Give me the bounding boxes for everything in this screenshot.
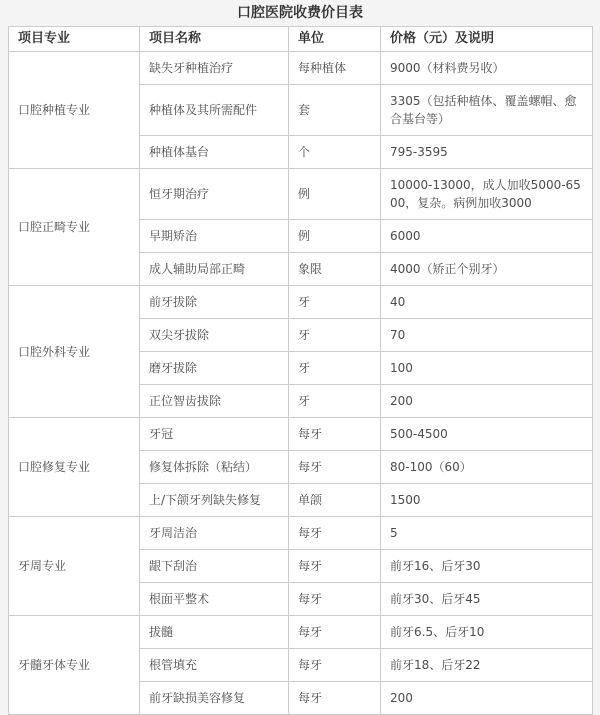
price-cell: 10000-13000，成人加收5000-6500，复杂。病例加收3000 (381, 169, 593, 220)
price-cell: 80-100（60） (381, 451, 593, 484)
column-header-item-name: 项目名称 (140, 27, 289, 52)
item-name-cell: 前牙缺损美容修复 (140, 682, 289, 715)
specialty-cell: 牙周专业 (9, 517, 140, 616)
item-name-cell: 种植体及其所需配件 (140, 85, 289, 136)
column-header-unit: 单位 (289, 27, 381, 52)
price-cell: 200 (381, 682, 593, 715)
item-name-cell: 龈下刮治 (140, 550, 289, 583)
table-row (9, 418, 593, 451)
unit-cell: 个 (289, 136, 381, 169)
price-cell: 前牙6.5、后牙10 (381, 616, 593, 649)
page-title: 口腔医院收费价目表 (237, 5, 363, 21)
unit-cell: 象限 (289, 253, 381, 286)
unit-cell: 每牙 (289, 682, 381, 715)
table-row (9, 286, 593, 319)
price-cell: 3305（包括种植体、覆盖螺帽、愈合基台等） (381, 85, 593, 136)
item-name-cell: 上/下颌牙列缺失修复 (140, 484, 289, 517)
unit-cell: 牙 (289, 286, 381, 319)
price-cell: 1500 (381, 484, 593, 517)
price-cell: 4000（矫正个别牙） (381, 253, 593, 286)
item-name-cell: 磨牙拔除 (140, 352, 289, 385)
unit-cell: 每牙 (289, 451, 381, 484)
item-name-cell: 早期矫治 (140, 220, 289, 253)
unit-cell: 每牙 (289, 583, 381, 616)
column-header-price: 价格（元）及说明 (381, 27, 593, 52)
unit-cell: 例 (289, 220, 381, 253)
price-table (8, 26, 593, 715)
price-table-header (9, 27, 593, 52)
specialty-cell: 牙髓牙体专业 (9, 616, 140, 715)
unit-cell: 例 (289, 169, 381, 220)
unit-cell: 每牙 (289, 517, 381, 550)
table-row (9, 517, 593, 550)
item-name-cell: 修复体拆除（粘结） (140, 451, 289, 484)
price-cell: 100 (381, 352, 593, 385)
unit-cell: 每牙 (289, 649, 381, 682)
item-name-cell: 双尖牙拔除 (140, 319, 289, 352)
price-cell: 795-3595 (381, 136, 593, 169)
table-row (9, 52, 593, 85)
price-cell: 70 (381, 319, 593, 352)
item-name-cell: 恒牙期治疗 (140, 169, 289, 220)
header-row (9, 27, 593, 52)
price-cell: 前牙16、后牙30 (381, 550, 593, 583)
unit-cell: 牙 (289, 385, 381, 418)
price-cell: 6000 (381, 220, 593, 253)
item-name-cell: 成人辅助局部正畸 (140, 253, 289, 286)
unit-cell: 每牙 (289, 418, 381, 451)
item-name-cell: 根管填充 (140, 649, 289, 682)
item-name-cell: 种植体基台 (140, 136, 289, 169)
price-cell: 9000（材料费另收） (381, 52, 593, 85)
column-header-specialty: 项目专业 (9, 27, 140, 52)
item-name-cell: 前牙拔除 (140, 286, 289, 319)
price-cell: 500-4500 (381, 418, 593, 451)
unit-cell: 牙 (289, 319, 381, 352)
unit-cell: 套 (289, 85, 381, 136)
unit-cell: 每牙 (289, 616, 381, 649)
item-name-cell: 根面平整术 (140, 583, 289, 616)
item-name-cell: 拔髓 (140, 616, 289, 649)
unit-cell: 牙 (289, 352, 381, 385)
unit-cell: 每牙 (289, 550, 381, 583)
item-name-cell: 牙冠 (140, 418, 289, 451)
price-cell: 200 (381, 385, 593, 418)
table-row (9, 169, 593, 220)
table-row (9, 616, 593, 649)
specialty-cell: 口腔正畸专业 (9, 169, 140, 286)
item-name-cell: 正位智齿拔除 (140, 385, 289, 418)
unit-cell: 单颌 (289, 484, 381, 517)
specialty-cell: 口腔修复专业 (9, 418, 140, 517)
specialty-cell: 口腔外科专业 (9, 286, 140, 418)
item-name-cell: 牙周洁治 (140, 517, 289, 550)
price-cell: 40 (381, 286, 593, 319)
item-name-cell: 缺失牙种植治疗 (140, 52, 289, 85)
price-table-body (9, 52, 593, 715)
unit-cell: 每种植体 (289, 52, 381, 85)
price-cell: 前牙18、后牙22 (381, 649, 593, 682)
specialty-cell: 口腔种植专业 (9, 52, 140, 169)
price-cell: 5 (381, 517, 593, 550)
price-cell: 前牙30、后牙45 (381, 583, 593, 616)
